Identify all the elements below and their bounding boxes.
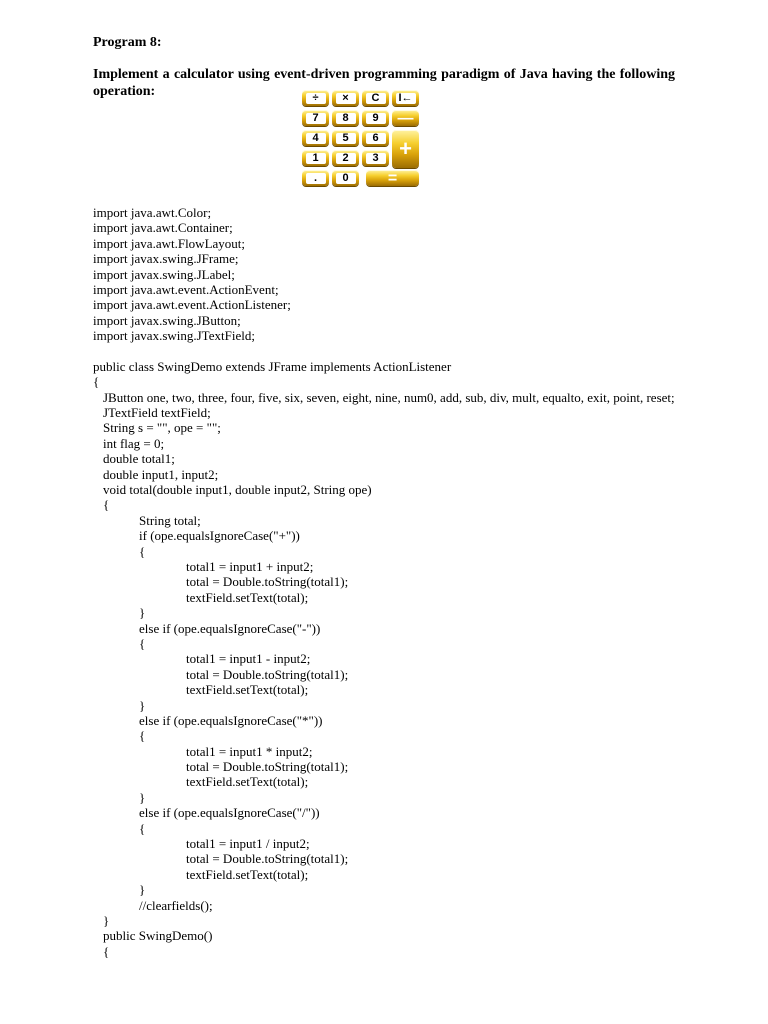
- code-line: JTextField textField;: [103, 405, 211, 421]
- code-line: total = Double.toString(total1);: [186, 851, 349, 867]
- code-line: total = Double.toString(total1);: [186, 666, 349, 682]
- code-line: total = Double.toString(total1);: [186, 574, 349, 590]
- code-line: }: [139, 789, 146, 805]
- code-line: {: [139, 543, 146, 559]
- code-line: total1 = input1 + input2;: [186, 559, 314, 574]
- code-line: String s = "", ope = "";: [103, 420, 221, 436]
- calc-key-3: 3: [362, 150, 389, 166]
- calc-key-1: 1: [302, 150, 329, 166]
- code-line: {: [139, 820, 146, 836]
- code-line-import: import java.awt.event.ActionEvent;: [93, 281, 279, 297]
- code-line: textField.setText(total);: [186, 774, 309, 790]
- calc-key-2: 2: [332, 150, 359, 166]
- code-line-import: import java.awt.Container;: [93, 220, 233, 236]
- code-line: }: [139, 882, 146, 898]
- code-line: void total(double input1, double input2, String ope): [103, 482, 372, 498]
- code-line: double total1;: [103, 451, 175, 467]
- code-line: textField.setText(total);: [186, 589, 309, 605]
- calc-key-clear: C: [362, 90, 389, 106]
- calc-key-6: 6: [362, 130, 389, 146]
- calc-key-9: 9: [362, 110, 389, 126]
- code-line-import: import java.awt.event.ActionListener;: [93, 297, 291, 313]
- calc-key-multiply: ×: [332, 90, 359, 106]
- code-line: textField.setText(total);: [186, 682, 309, 698]
- code-line: String total;: [139, 512, 201, 528]
- code-line: if (ope.equalsIgnoreCase("+")): [139, 528, 300, 544]
- calc-key-8: 8: [332, 110, 359, 126]
- code-line: total = Double.toString(total1);: [186, 759, 349, 775]
- code-line-import: import javax.swing.JLabel;: [93, 266, 235, 282]
- code-line-import: import java.awt.Color;: [93, 205, 212, 220]
- code-line: total1 = input1 * input2;: [186, 743, 313, 759]
- code-line: }: [103, 912, 110, 928]
- calc-key-5: 5: [332, 130, 359, 146]
- code-line-import: import javax.swing.JTextField;: [93, 328, 255, 344]
- code-line-import: import java.awt.FlowLayout;: [93, 235, 246, 251]
- calc-key-point: .: [302, 170, 329, 186]
- code-line: double input1, input2;: [103, 466, 219, 482]
- code-line: {: [93, 374, 100, 390]
- code-listing: [93, 205, 675, 959]
- code-line: else if (ope.equalsIgnoreCase("/")): [139, 805, 320, 821]
- code-line: total1 = input1 / input2;: [186, 836, 310, 852]
- program-title: Program 8:: [93, 35, 162, 50]
- code-line: else if (ope.equalsIgnoreCase("*")): [139, 712, 323, 728]
- import-block: [93, 205, 675, 344]
- code-line: int flag = 0;: [103, 435, 165, 451]
- calc-key-7: 7: [302, 110, 329, 126]
- code-line: JButton one, two, three, four, five, six, seven, eight, nine, num0, add, sub, div, mult, equalto, exit, point, reset;: [103, 389, 675, 405]
- calc-key-minus: —: [392, 110, 419, 126]
- calc-key-plus: +: [392, 130, 419, 168]
- code-line: }: [139, 697, 146, 713]
- code-line: {: [103, 943, 110, 959]
- calculator-image: [302, 90, 420, 190]
- code-line-import: import javax.swing.JFrame;: [93, 251, 239, 267]
- code-line: total1 = input1 - input2;: [186, 651, 311, 667]
- calc-key-backspace: I←: [392, 90, 419, 106]
- code-line: public SwingDemo(): [103, 928, 213, 944]
- code-line: {: [139, 635, 146, 651]
- calc-key-0: 0: [332, 170, 359, 186]
- class-block: [93, 359, 675, 959]
- code-line: public class SwingDemo extends JFrame implements ActionListener: [93, 358, 452, 374]
- code-line-import: import javax.swing.JButton;: [93, 312, 241, 328]
- calc-key-4: 4: [302, 130, 329, 146]
- blank-line: [93, 344, 675, 359]
- code-line: //clearfields();: [139, 897, 213, 913]
- code-line: else if (ope.equalsIgnoreCase("-")): [139, 620, 321, 636]
- code-line: }: [139, 605, 146, 621]
- code-line: textField.setText(total);: [186, 866, 309, 882]
- program-description: Implement a calculator using event-driven programming paradigm of Java having the following operation:: [93, 67, 675, 99]
- code-line: {: [139, 728, 146, 744]
- calc-key-equals: =: [366, 170, 419, 186]
- calc-key-divide: ÷: [302, 90, 329, 106]
- code-line: {: [103, 497, 110, 513]
